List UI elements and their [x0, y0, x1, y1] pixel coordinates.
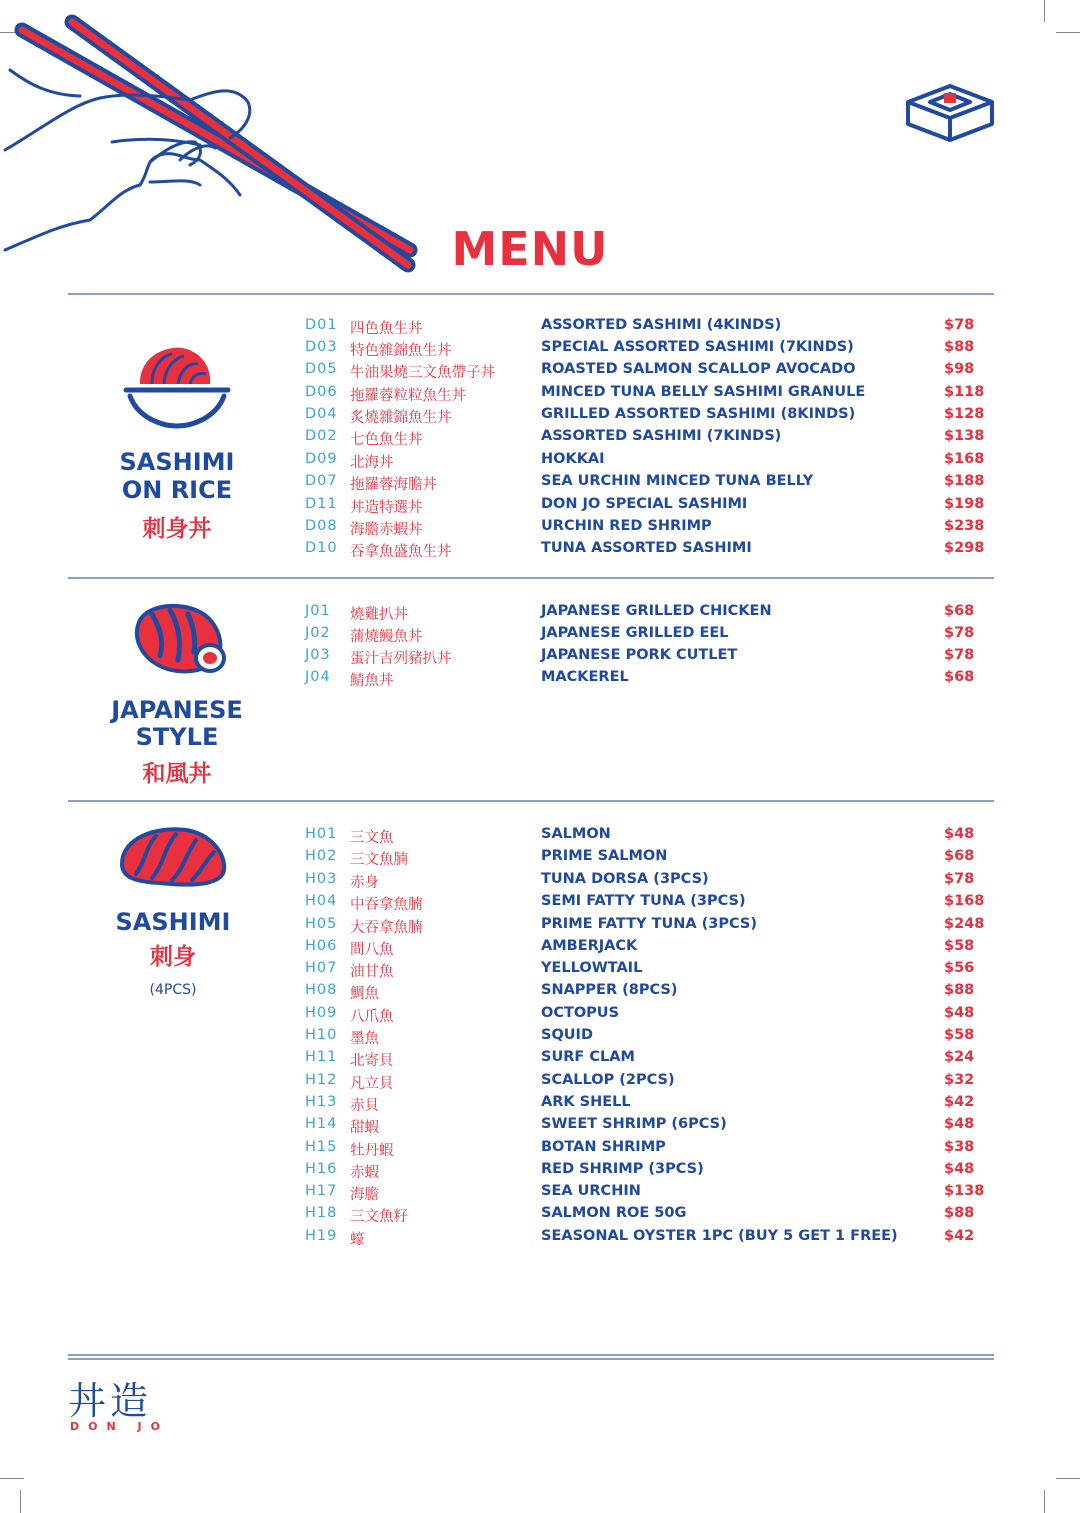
menu-item	[0, 384, 1080, 406]
item-name-zh: 墨魚	[350, 1031, 379, 1047]
menu-item	[0, 893, 1080, 915]
item-name-en: ASSORTED SASHIMI (4KINDS)	[541, 317, 782, 333]
item-name-en: TUNA ASSORTED SASHIMI	[541, 540, 752, 556]
item-code: H03	[305, 871, 338, 887]
menu-item	[0, 406, 1080, 428]
item-name-en: SURF CLAM	[541, 1049, 635, 1065]
item-name-zh: 赤身	[350, 875, 379, 891]
item-price: $248	[944, 916, 985, 932]
item-code: D02	[305, 428, 338, 444]
item-price: $48	[944, 1005, 975, 1021]
menu-item	[0, 871, 1080, 893]
item-name-en: PRIME FATTY TUNA (3PCS)	[541, 916, 757, 932]
item-code: H06	[305, 938, 338, 954]
item-name-en: SQUID	[541, 1027, 593, 1043]
category-name-line: JAPANESE	[111, 696, 243, 724]
item-price: $78	[944, 647, 975, 663]
item-name-zh: 特色雜錦魚生丼	[350, 343, 452, 359]
item-price: $78	[944, 871, 975, 887]
menu-item	[0, 428, 1080, 450]
menu-item	[0, 339, 1080, 361]
item-name-en: ARK SHELL	[541, 1094, 631, 1110]
crop-mark	[1056, 1478, 1080, 1479]
item-price: $78	[944, 317, 975, 333]
crop-mark	[1056, 32, 1080, 33]
menu-item	[0, 960, 1080, 982]
item-code: H02	[305, 848, 338, 864]
item-name-zh: 燒雞扒丼	[350, 607, 408, 623]
category-name-line: SASHIMI	[119, 448, 235, 476]
item-name-en: SALMON ROE 50G	[541, 1205, 687, 1221]
menu-item	[0, 518, 1080, 540]
item-name-en: JAPANESE PORK CUTLET	[541, 647, 738, 663]
divider	[68, 1358, 994, 1360]
item-price: $42	[944, 1094, 975, 1110]
item-code: D09	[305, 451, 338, 467]
item-name-en: ROASTED SALMON SCALLOP AVOCADO	[541, 361, 856, 377]
category-name-line: SASHIMI	[115, 908, 231, 936]
menu-item	[0, 1072, 1080, 1094]
item-code: H18	[305, 1205, 338, 1221]
item-price: $138	[944, 428, 985, 444]
item-price: $118	[944, 384, 985, 400]
item-name-zh: 七色魚生丼	[350, 432, 423, 448]
menu-item	[0, 603, 1080, 625]
item-code: D07	[305, 473, 338, 489]
item-name-en: SWEET SHRIMP (6PCS)	[541, 1116, 727, 1132]
item-code: H09	[305, 1005, 338, 1021]
item-name-en: ASSORTED SASHIMI (7KINDS)	[541, 428, 782, 444]
menu-item	[0, 1205, 1080, 1227]
item-name-zh: 北寄貝	[350, 1053, 394, 1069]
item-name-en: JAPANESE GRILLED CHICKEN	[541, 603, 772, 619]
category-name-line: ON RICE	[121, 476, 233, 504]
category-name-zh: 刺身	[150, 944, 196, 970]
divider	[68, 1354, 994, 1356]
item-name-zh: 凡立貝	[350, 1076, 394, 1092]
item-code: H05	[305, 916, 338, 932]
item-name-zh: 蛋汁吉列豬扒丼	[350, 651, 452, 667]
menu-item	[0, 1161, 1080, 1183]
item-code: J02	[305, 625, 331, 641]
item-name-en: JAPANESE GRILLED EEL	[541, 625, 729, 641]
item-name-en: BOTAN SHRIMP	[541, 1139, 666, 1155]
menu-item	[0, 1183, 1080, 1205]
item-name-zh: 八爪魚	[350, 1009, 394, 1025]
item-name-en: SEASONAL OYSTER 1PC (BUY 5 GET 1 FREE)	[541, 1228, 898, 1244]
menu-item	[0, 938, 1080, 960]
item-name-en: PRIME SALMON	[541, 848, 668, 864]
item-name-en: TUNA DORSA (3PCS)	[541, 871, 709, 887]
item-name-en: YELLOWTAIL	[541, 960, 643, 976]
item-name-en: AMBERJACK	[541, 938, 638, 954]
menu-item	[0, 848, 1080, 870]
item-name-zh: 間八魚	[350, 942, 394, 958]
divider	[68, 293, 994, 295]
item-code: H07	[305, 960, 338, 976]
brand-logo-zh: 丼造	[68, 1379, 153, 1423]
menu-item	[0, 317, 1080, 339]
item-price: $88	[944, 339, 975, 355]
menu-item	[0, 916, 1080, 938]
category-note: (4PCS)	[149, 982, 197, 998]
menu-item	[0, 647, 1080, 669]
item-name-en: OCTOPUS	[541, 1005, 620, 1021]
item-price: $188	[944, 473, 985, 489]
item-code: H12	[305, 1072, 338, 1088]
menu-item	[0, 1228, 1080, 1250]
item-name-en: SALMON	[541, 826, 611, 842]
item-price: $58	[944, 1027, 975, 1043]
item-code: H13	[305, 1094, 338, 1110]
item-name-en: MACKEREL	[541, 669, 629, 685]
sushi-box-icon	[904, 82, 996, 144]
item-price: $168	[944, 893, 985, 909]
item-code: H04	[305, 893, 338, 909]
menu-item	[0, 1027, 1080, 1049]
item-name-zh: 海膽	[350, 1187, 379, 1203]
item-price: $138	[944, 1183, 985, 1199]
menu-item	[0, 496, 1080, 518]
item-code: D10	[305, 540, 338, 556]
item-name-zh: 拖羅蓉粒粒魚生丼	[350, 388, 466, 404]
item-name-en: SEMI FATTY TUNA (3PCS)	[541, 893, 746, 909]
item-price: $42	[944, 1228, 975, 1244]
divider	[68, 577, 994, 579]
item-code: H14	[305, 1116, 338, 1132]
item-name-zh: 吞拿魚盛魚生丼	[350, 544, 452, 560]
brand-logo-en: DON JO	[70, 1420, 169, 1433]
item-price: $88	[944, 982, 975, 998]
item-name-zh: 蒲燒鰻魚丼	[350, 629, 423, 645]
menu-item	[0, 826, 1080, 848]
item-price: $88	[944, 1205, 975, 1221]
item-price: $78	[944, 625, 975, 641]
category-name-zh: 刺身丼	[142, 516, 212, 542]
item-name-zh: 拖羅蓉海膽丼	[350, 477, 437, 493]
item-price: $238	[944, 518, 985, 534]
item-price: $38	[944, 1139, 975, 1155]
item-price: $68	[944, 848, 975, 864]
item-code: D05	[305, 361, 338, 377]
chopsticks-hand-icon	[0, 10, 430, 280]
item-code: H15	[305, 1139, 338, 1155]
item-name-en: SPECIAL ASSORTED SASHIMI (7KINDS)	[541, 339, 854, 355]
item-name-zh: 甜蝦	[350, 1120, 379, 1136]
item-name-zh: 三文魚籽	[350, 1209, 408, 1225]
item-code: H11	[305, 1049, 338, 1065]
item-name-en: URCHIN RED SHRIMP	[541, 518, 712, 534]
item-name-zh: 油甘魚	[350, 964, 394, 980]
item-price: $68	[944, 603, 975, 619]
item-price: $168	[944, 451, 985, 467]
menu-item	[0, 451, 1080, 473]
item-name-zh: 三文魚	[350, 830, 394, 846]
crop-mark	[0, 1478, 24, 1479]
menu-item	[0, 1116, 1080, 1138]
item-name-en: SCALLOP (2PCS)	[541, 1072, 675, 1088]
item-name-zh: 中吞拿魚腩	[350, 897, 423, 913]
menu-item	[0, 361, 1080, 383]
item-code: H17	[305, 1183, 338, 1199]
menu-item	[0, 1139, 1080, 1161]
item-name-en: RED SHRIMP (3PCS)	[541, 1161, 704, 1177]
item-price: $32	[944, 1072, 975, 1088]
item-price: $48	[944, 1116, 975, 1132]
item-name-en: SNAPPER (8PCS)	[541, 982, 678, 998]
item-name-zh: 赤貝	[350, 1098, 379, 1114]
item-code: H08	[305, 982, 338, 998]
item-name-zh: 赤蝦	[350, 1165, 379, 1181]
menu-item	[0, 625, 1080, 647]
item-name-zh: 蠔	[350, 1232, 365, 1248]
item-price: $48	[944, 1161, 975, 1177]
item-code: D04	[305, 406, 338, 422]
item-name-en: MINCED TUNA BELLY SASHIMI GRANULE	[541, 384, 866, 400]
category-name-zh: 和風丼	[142, 761, 212, 787]
item-name-zh: 鯛魚	[350, 986, 379, 1002]
page-title: MENU	[451, 222, 609, 276]
item-name-zh: 大吞拿魚腩	[350, 920, 423, 936]
item-name-zh: 牡丹蝦	[350, 1143, 394, 1159]
item-price: $68	[944, 669, 975, 685]
menu-item	[0, 473, 1080, 495]
item-name-en: SEA URCHIN MINCED TUNA BELLY	[541, 473, 814, 489]
item-price: $298	[944, 540, 985, 556]
item-name-en: HOKKAI	[541, 451, 605, 467]
item-price: $24	[944, 1049, 975, 1065]
item-name-zh: 炙燒雜錦魚生丼	[350, 410, 452, 426]
menu-item	[0, 540, 1080, 562]
item-code: D06	[305, 384, 338, 400]
item-name-zh: 牛油果燒三文魚帶子丼	[350, 365, 495, 381]
item-code: D11	[305, 496, 338, 512]
menu-item	[0, 1049, 1080, 1071]
item-name-zh: 鯖魚丼	[350, 673, 394, 689]
item-name-zh: 海膽赤蝦丼	[350, 522, 423, 538]
item-name-zh: 北海丼	[350, 455, 394, 471]
item-name-zh: 四色魚生丼	[350, 321, 423, 337]
item-code: J04	[305, 669, 331, 685]
menu-item	[0, 1005, 1080, 1027]
item-price: $48	[944, 826, 975, 842]
item-code: J03	[305, 647, 331, 663]
crop-mark	[1044, 1490, 1045, 1513]
item-name-zh: 丼造特選丼	[350, 500, 423, 516]
item-code: D03	[305, 339, 338, 355]
item-code: D01	[305, 317, 338, 333]
menu-item	[0, 982, 1080, 1004]
item-name-en: SEA URCHIN	[541, 1183, 641, 1199]
crop-mark	[20, 1490, 21, 1513]
item-code: J01	[305, 603, 331, 619]
category-name-line: STYLE	[135, 723, 219, 751]
item-name-en: GRILLED ASSORTED SASHIMI (8KINDS)	[541, 406, 856, 422]
crop-mark	[1044, 0, 1045, 22]
menu-item	[0, 669, 1080, 691]
item-price: $198	[944, 496, 985, 512]
item-name-en: DON JO SPECIAL SASHIMI	[541, 496, 748, 512]
item-price: $58	[944, 938, 975, 954]
item-price: $128	[944, 406, 985, 422]
divider	[68, 800, 994, 802]
item-code: H10	[305, 1027, 338, 1043]
item-code: D08	[305, 518, 338, 534]
item-price: $98	[944, 361, 975, 377]
item-name-zh: 三文魚腩	[350, 852, 408, 868]
item-code: H16	[305, 1161, 338, 1177]
item-code: H01	[305, 826, 338, 842]
item-code: H19	[305, 1228, 338, 1244]
menu-item	[0, 1094, 1080, 1116]
item-price: $56	[944, 960, 975, 976]
